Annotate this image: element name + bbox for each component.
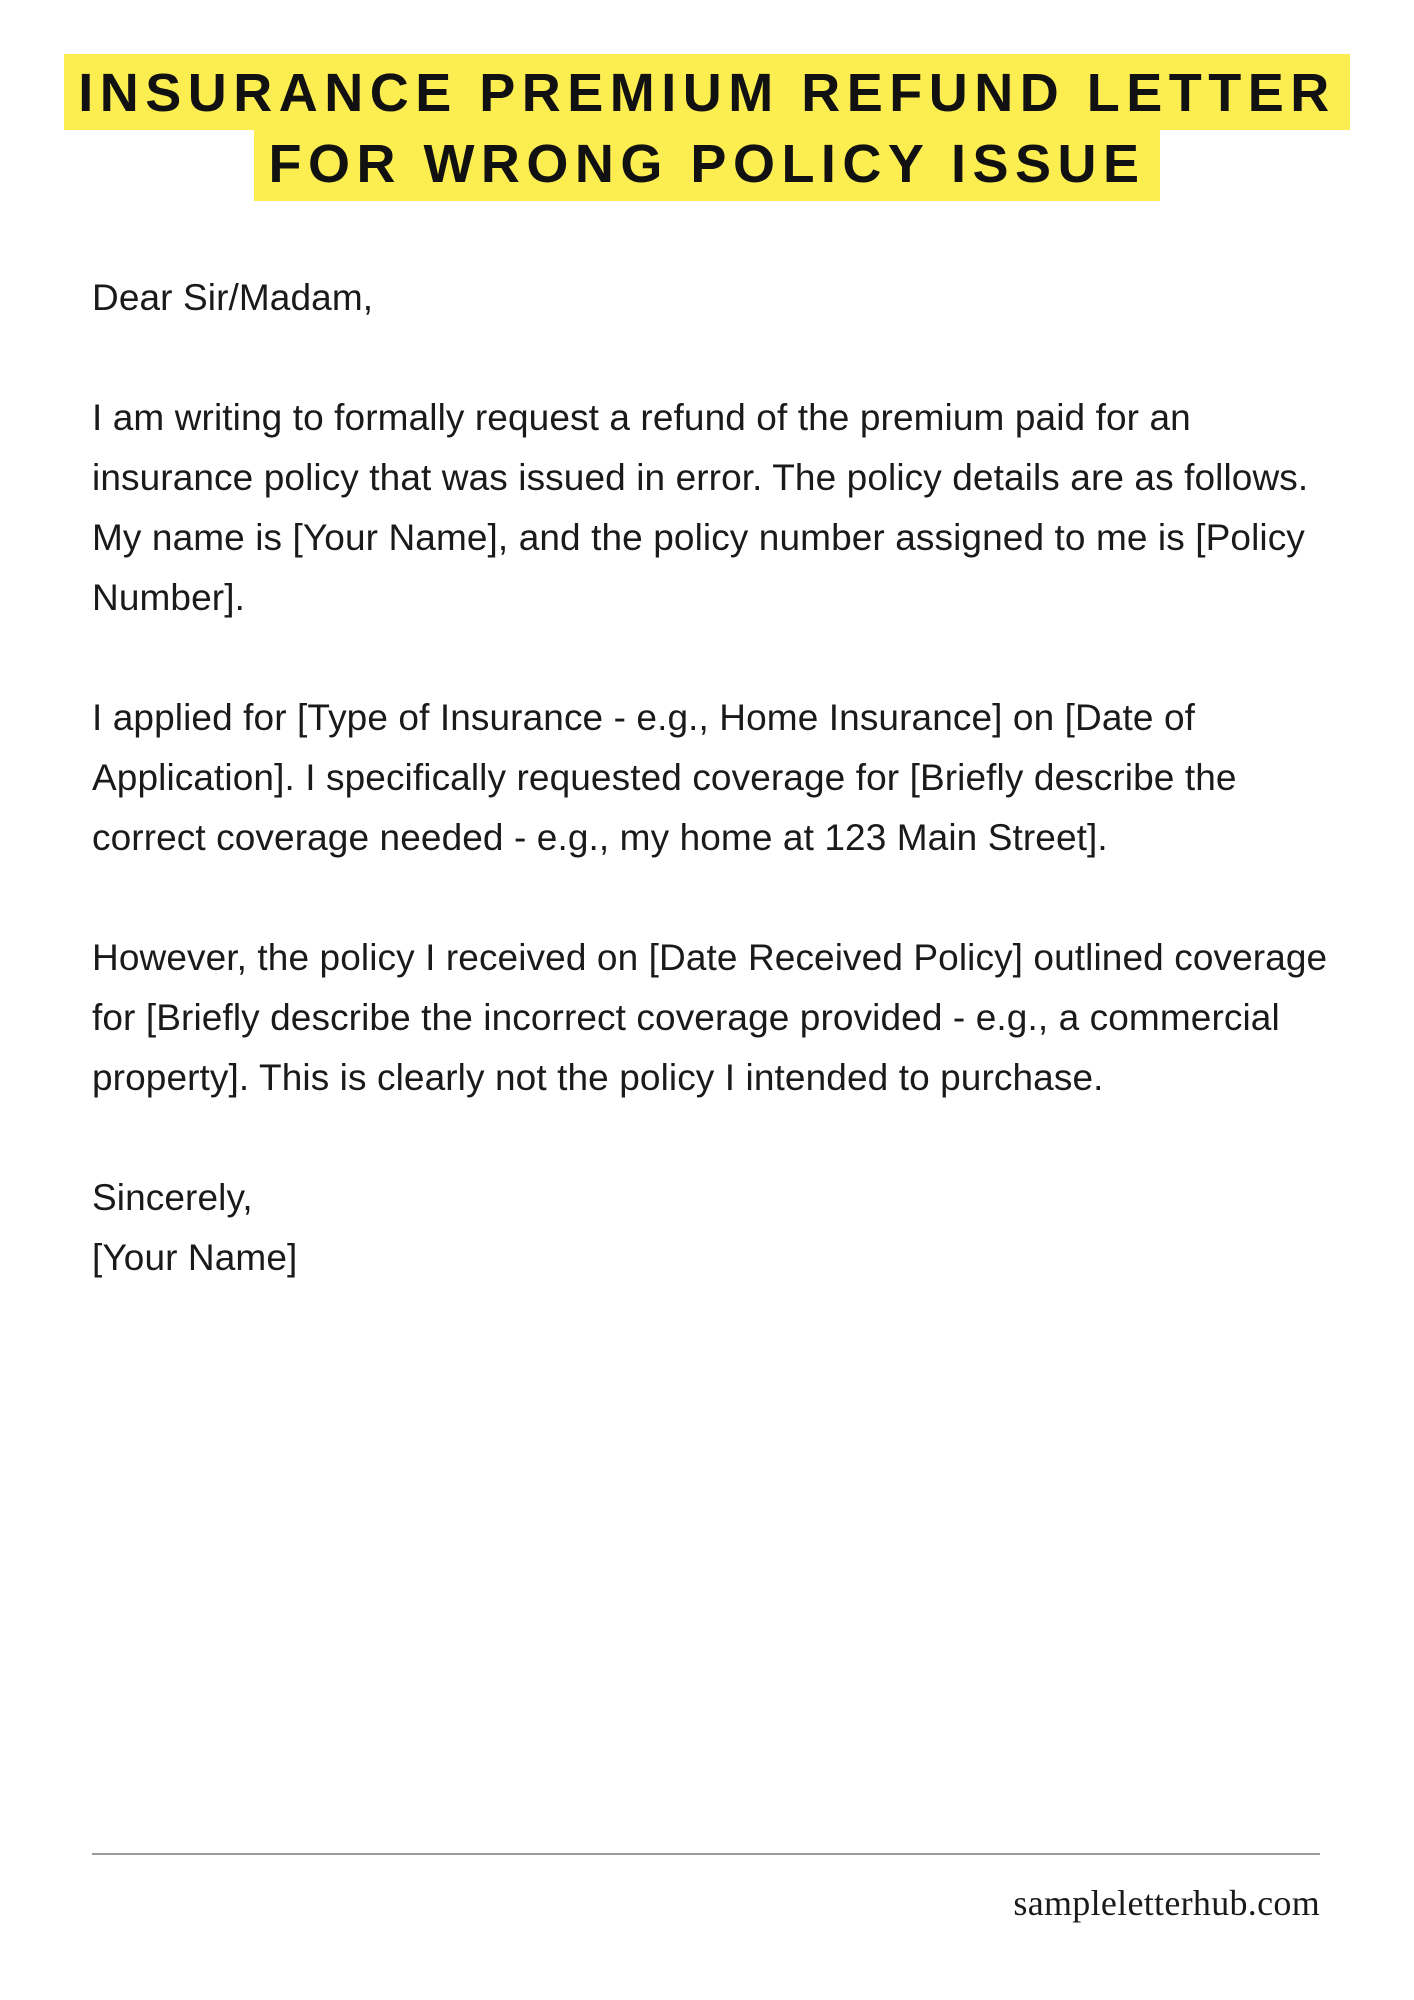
spacer — [92, 1108, 1337, 1168]
title-line-2-text: FOR WRONG POLICY ISSUE — [254, 125, 1159, 201]
signature-name: [Your Name] — [92, 1237, 298, 1278]
title-line-1 — [0, 58, 1414, 129]
footer-divider — [92, 1853, 1320, 1855]
valediction: Sincerely, — [92, 1177, 253, 1218]
salutation: Dear Sir/Madam, — [92, 277, 374, 318]
page-title — [0, 58, 1414, 200]
spacer — [92, 328, 1337, 388]
spacer — [92, 868, 1337, 928]
body-paragraph-1: I am writing to formally request a refund of the premium paid for an insurance policy that was issued in error. The policy details are as follows. My name is [Your Name], and the policy number assigned to me is [Policy Number]. — [92, 397, 1309, 618]
spacer — [92, 628, 1337, 688]
title-line-2 — [0, 129, 1414, 200]
footer-website: sampleletterhub.com — [1013, 1883, 1320, 1923]
title-line-1-text: INSURANCE PREMIUM REFUND LETTER — [64, 54, 1350, 130]
footer — [92, 1853, 1320, 1925]
body-paragraph-2: I applied for [Type of Insurance - e.g., Home Insurance] on [Date of Application]. I specifically requested coverage for [Briefly describe the correct coverage needed - e.g., my home at 123 Main Street]. — [92, 697, 1237, 858]
letter-body — [92, 268, 1337, 1288]
body-paragraph-3: However, the policy I received on [Date Received Policy] outlined coverage for [Briefly describe the incorrect coverage provided - e.g., a commercial property]. This is clearly not the policy I intended to purchase. — [92, 937, 1328, 1098]
